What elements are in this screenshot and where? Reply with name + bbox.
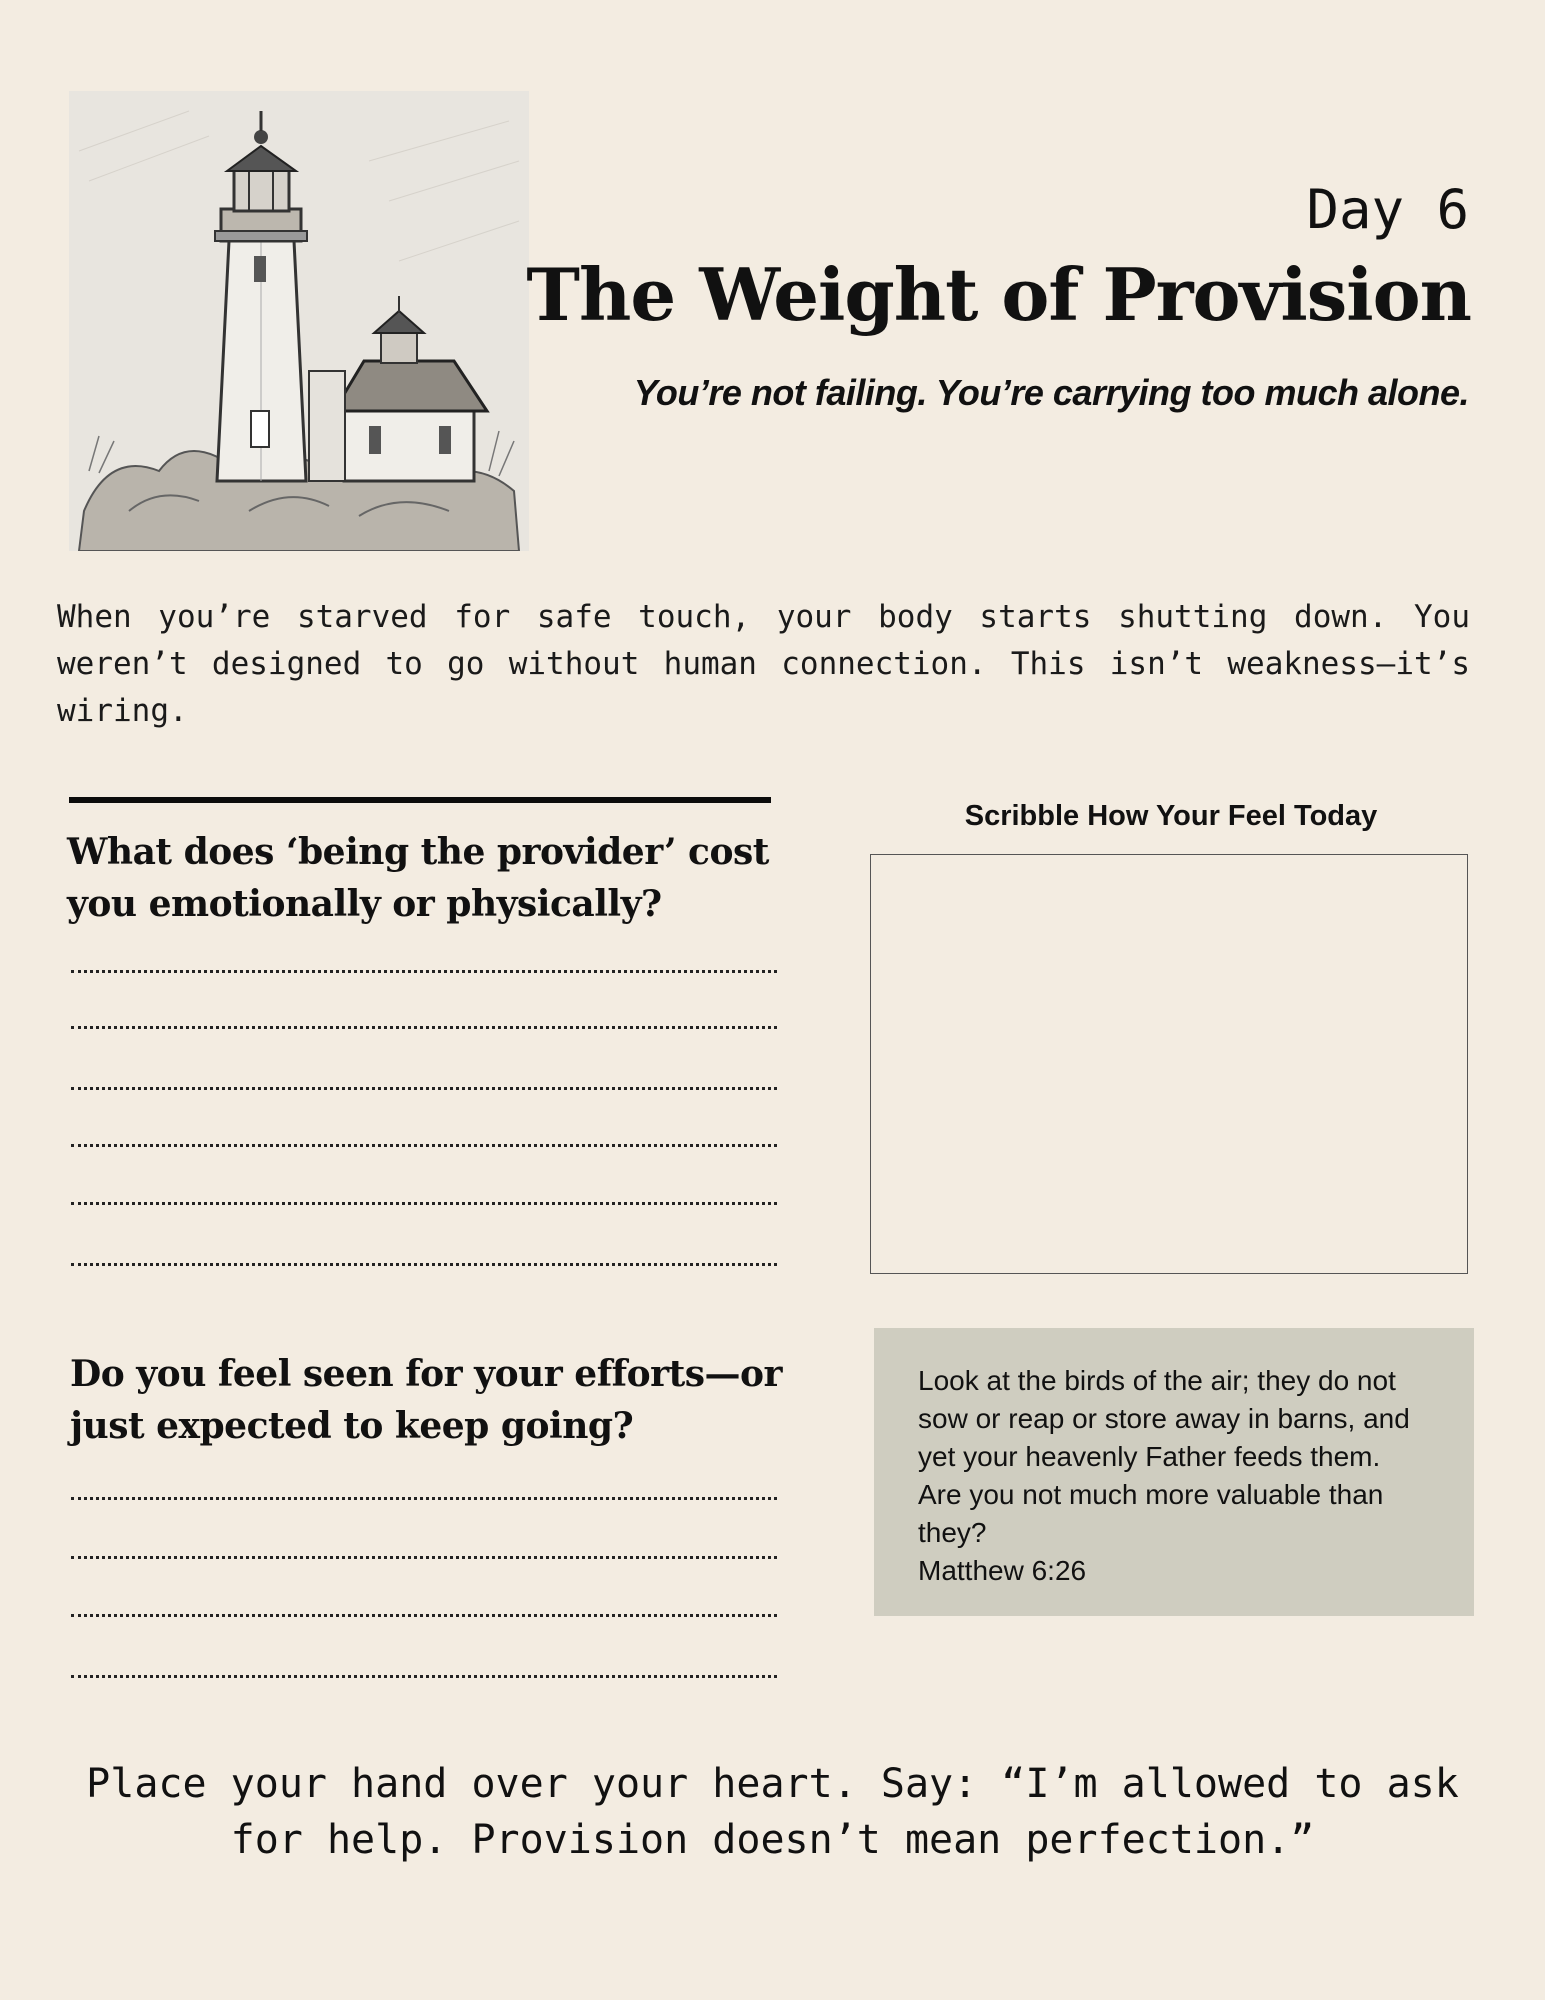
writing-line[interactable] bbox=[71, 1675, 777, 1678]
lighthouse-illustration bbox=[69, 91, 529, 551]
verse-box bbox=[874, 1328, 1474, 1616]
section-divider bbox=[69, 797, 771, 803]
closing-affirmation: Place your hand over your heart. Say: “I’m allowed to ask for help. Provision doesn’t mean perfection.” bbox=[86, 1761, 1459, 1863]
prompt-question-2: Do you feel seen for your efforts—or just expected to keep going? bbox=[70, 1353, 783, 1447]
writing-line[interactable] bbox=[71, 1556, 777, 1559]
scribble-label: Scribble How Your Feel Today bbox=[964, 800, 1378, 832]
verse-reference: Matthew 6:26 bbox=[918, 1555, 1087, 1586]
scribble-box[interactable] bbox=[870, 854, 1468, 1274]
writing-line[interactable] bbox=[71, 970, 777, 973]
writing-line[interactable] bbox=[71, 1202, 777, 1205]
verse-text: Look at the birds of the air; they do not sow or reap or store away in barns, and yet your heavenly Father feeds them. Are you not much more valuable than they? bbox=[918, 1365, 1410, 1548]
intro-paragraph: When you’re starved for safe touch, your body starts shutting down. You weren’t designed to go without human connection. This isn’t weakness—it’s wiring. bbox=[57, 599, 1470, 729]
writing-line[interactable] bbox=[71, 1087, 777, 1090]
page-title: The Weight of Provision bbox=[526, 252, 1471, 337]
writing-line[interactable] bbox=[71, 1497, 777, 1500]
writing-line[interactable] bbox=[71, 1144, 777, 1147]
page-subtitle: You’re not failing. You’re carrying too much alone. bbox=[633, 372, 1469, 413]
writing-line[interactable] bbox=[71, 1026, 777, 1029]
writing-line[interactable] bbox=[71, 1614, 777, 1617]
day-label: Day 6 bbox=[1306, 178, 1469, 241]
writing-line[interactable] bbox=[71, 1263, 777, 1266]
prompt-question-1: What does ‘being the provider’ cost you emotionally or physically? bbox=[67, 831, 769, 925]
